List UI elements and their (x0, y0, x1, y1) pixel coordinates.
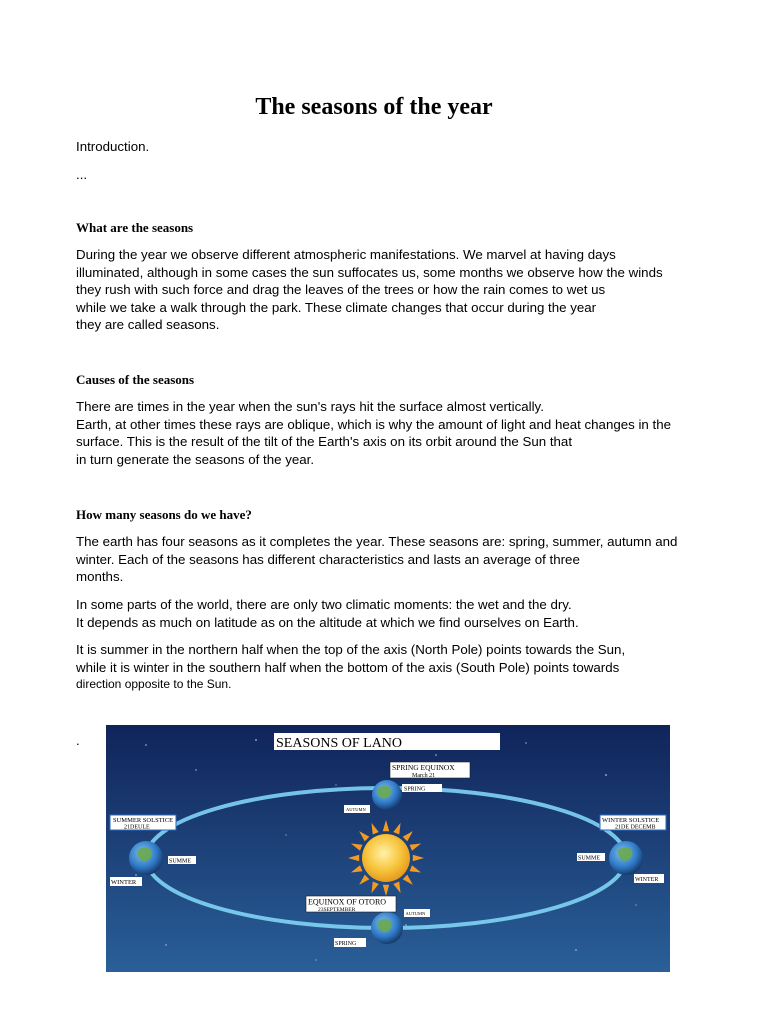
line: surface. This is the result of the tilt of the Earth's axis on its orbit around the Sun that (76, 434, 573, 450)
spring-label: SPRING (404, 786, 426, 793)
winter-label: WINTER (111, 879, 137, 886)
paragraph-causes (76, 398, 716, 468)
paragraph-hemispheres (76, 641, 676, 694)
line: During the year we observe different atmospheric manifestations. We marvel at having days (76, 247, 616, 262)
line: they rush with such force and drag the leaves of the trees or how the rain comes to wet us (76, 282, 606, 298)
summer-right-label: SUMME (578, 855, 601, 862)
line: The earth has four seasons as it completes the year. These seasons are: spring, summer, autumn and (76, 534, 678, 549)
earth-summer (129, 841, 163, 875)
spring-equinox-label: SPRING EQUINOX (392, 763, 455, 772)
diagram-title: SEASONS OF LANO (276, 736, 403, 751)
line: months. (76, 569, 124, 585)
document-title: The seasons of the year (255, 94, 493, 120)
summer-solstice-label: SUMMER SOLSTICE (113, 817, 174, 824)
earth-spring (372, 780, 402, 810)
earth-winter (609, 841, 643, 875)
section-heading-causes: Causes of the seasons (76, 372, 195, 387)
figure-marker: . (76, 733, 80, 748)
summer-solstice-date: 21DEULE (124, 824, 150, 831)
spring-bottom-label: SPRING (335, 941, 357, 947)
winter-solstice-label: WINTER SOLSTICE (602, 817, 660, 824)
winter-right-label: WINTER (635, 877, 659, 883)
line: direction opposite to the Sun. (76, 677, 232, 692)
section-heading-how-many: How many seasons do we have? (76, 507, 252, 522)
line: It is summer in the northern half when the top of the axis (North Pole) points towards the Sun, (76, 642, 626, 657)
line: It depends as much on latitude as on the altitude at which we find ourselves on Earth. (76, 614, 579, 630)
winter-solstice-date: 21DE DECEMB (615, 824, 656, 831)
line: while we take a walk through the park. These climate changes that occur during the year (76, 299, 597, 315)
line: winter. Each of the seasons has different characteristics and lasts an average of three (76, 551, 580, 567)
summer-label: SUMME (169, 858, 192, 865)
autumn-equinox-label: EQUINOX OF OTORO (308, 897, 387, 907)
line: There are times in the year when the sun's rays hit the surface almost vertically. (76, 399, 544, 414)
seasons-diagram (106, 725, 670, 972)
line: they are called seasons. (76, 317, 220, 333)
paragraph-two-moments (76, 596, 579, 631)
autumn-equinox-date: 23SEPTEMBER (318, 907, 356, 913)
paragraph-four-seasons (76, 533, 701, 586)
intro-text: Introduction. (76, 139, 150, 154)
autumn-label: AUTUMN (346, 807, 366, 812)
paragraph-what-are-seasons (76, 246, 676, 334)
spring-equinox-date: March 21 (412, 773, 436, 779)
autumn-bottom-label: AUTUMN (405, 911, 426, 916)
earth-autumn (371, 912, 403, 944)
line: In some parts of the world, there are only two climatic moments: the wet and the dry. (76, 597, 572, 612)
ellipsis-text: ... (76, 167, 88, 182)
line: in turn generate the seasons of the year. (76, 451, 315, 467)
section-heading-what-are-seasons: What are the seasons (76, 220, 194, 235)
line: while it is winter in the southern half when the bottom of the axis (South Pole) points towards (76, 659, 620, 675)
line: Earth, at other times these rays are oblique, which is why the amount of light and heat changes in the (76, 416, 672, 432)
line: illuminated, although in some cases the sun suffocates us, some months we observe how the winds (76, 264, 663, 280)
